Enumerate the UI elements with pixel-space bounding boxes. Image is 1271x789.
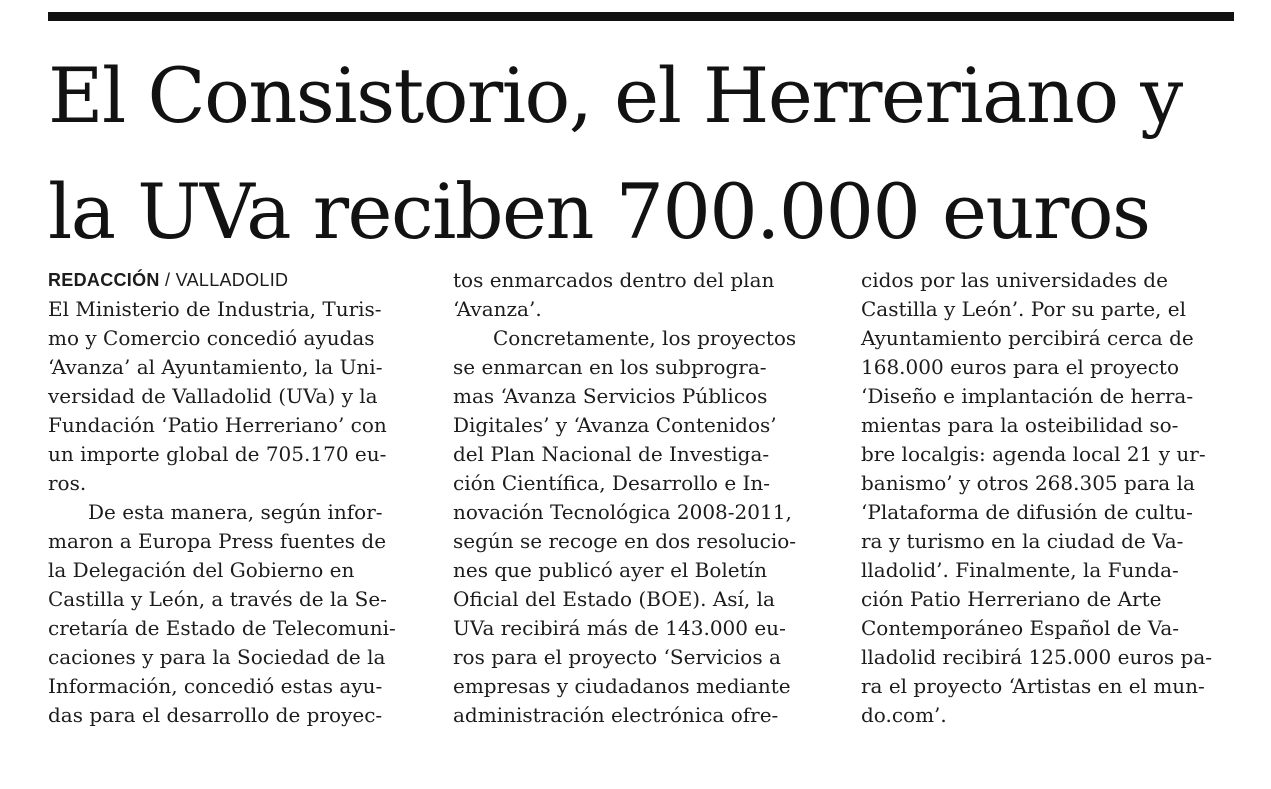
text-line: del Plan Nacional de Investiga- bbox=[453, 442, 770, 466]
text-line: mo y Comercio concedió ayudas bbox=[48, 326, 375, 350]
text-line: cretaría de Estado de Telecomuni- bbox=[48, 616, 396, 640]
text-line: ros. bbox=[48, 471, 87, 495]
text-line: empresas y ciudadanos mediante bbox=[453, 674, 791, 698]
text-line: do.com’. bbox=[861, 703, 947, 727]
text-line: ra y turismo en la ciudad de Va- bbox=[861, 529, 1184, 553]
headline-line-1: El Consistorio, el Herreriano y bbox=[48, 51, 1182, 140]
text-line: 168.000 euros para el proyecto bbox=[861, 355, 1179, 379]
byline-author: REDACCIÓN bbox=[48, 270, 160, 290]
text-line: lladolid’. Finalmente, la Funda- bbox=[861, 558, 1179, 582]
text-line: Información, concedió estas ayu- bbox=[48, 674, 383, 698]
text-line: Fundación ‘Patio Herreriano’ con bbox=[48, 413, 387, 437]
text-line: mientas para la osteibilidad so- bbox=[861, 413, 1179, 437]
text-line: Ayuntamiento percibirá cerca de bbox=[861, 326, 1194, 350]
text-line: bre localgis: agenda local 21 y ur- bbox=[861, 442, 1206, 466]
text-line: maron a Europa Press fuentes de bbox=[48, 529, 387, 553]
text-line: Castilla y León, a través de la Se- bbox=[48, 587, 387, 611]
byline-location: VALLADOLID bbox=[175, 270, 289, 290]
article-column-1 bbox=[48, 266, 428, 730]
byline bbox=[48, 266, 428, 295]
text-line: ‘Avanza’. bbox=[453, 297, 542, 321]
text-line: administración electrónica ofre- bbox=[453, 703, 779, 727]
text-line: caciones y para la Sociedad de la bbox=[48, 645, 386, 669]
text-line: la Delegación del Gobierno en bbox=[48, 558, 355, 582]
text-line: ción Científica, Desarrollo e In- bbox=[453, 471, 771, 495]
text-line: Castilla y León’. Por su parte, el bbox=[861, 297, 1186, 321]
headline-line-2: la UVa reciben 700.000 euros bbox=[48, 167, 1150, 256]
text-line: Contemporáneo Español de Va- bbox=[861, 616, 1180, 640]
text-line: El Ministerio de Industria, Turis- bbox=[48, 297, 382, 321]
headline bbox=[48, 38, 1248, 270]
text-line: Oficial del Estado (BOE). Así, la bbox=[453, 587, 775, 611]
text-line: cidos por las universidades de bbox=[861, 268, 1168, 292]
article-column-3 bbox=[861, 266, 1241, 730]
text-line: das para el desarrollo de proyec- bbox=[48, 703, 383, 727]
text-line: nes que publicó ayer el Boletín bbox=[453, 558, 767, 582]
text-line: ción Patio Herreriano de Arte bbox=[861, 587, 1162, 611]
text-line: ‘Plataforma de difusión de cultu- bbox=[861, 500, 1193, 524]
text-line: lladolid recibirá 125.000 euros pa- bbox=[861, 645, 1213, 669]
text-line: ‘Avanza’ al Ayuntamiento, la Uni- bbox=[48, 355, 383, 379]
paragraph-start-line: De esta manera, según infor- bbox=[88, 500, 383, 524]
text-line: UVa recibirá más de 143.000 eu- bbox=[453, 616, 786, 640]
text-line: Digitales’ y ‘Avanza Contenidos’ bbox=[453, 413, 777, 437]
text-line: tos enmarcados dentro del plan bbox=[453, 268, 775, 292]
text-line: un importe global de 705.170 eu- bbox=[48, 442, 387, 466]
paragraph-start-line: Concretamente, los proyectos bbox=[493, 326, 797, 350]
text-line: ‘Diseño e implantación de herra- bbox=[861, 384, 1194, 408]
article-column-2 bbox=[453, 266, 833, 730]
byline-separator: / bbox=[159, 270, 176, 290]
text-line: mas ‘Avanza Servicios Públicos bbox=[453, 384, 768, 408]
text-line: según se recoge en dos resolucio- bbox=[453, 529, 797, 553]
text-line: ros para el proyecto ‘Servicios a bbox=[453, 645, 781, 669]
text-line: se enmarcan en los subprogra- bbox=[453, 355, 767, 379]
text-line: banismo’ y otros 268.305 para la bbox=[861, 471, 1195, 495]
text-line: novación Tecnológica 2008-2011, bbox=[453, 500, 792, 524]
top-rule bbox=[48, 12, 1234, 21]
text-line: ra el proyecto ‘Artistas en el mun- bbox=[861, 674, 1205, 698]
text-line: versidad de Valladolid (UVa) y la bbox=[48, 384, 378, 408]
